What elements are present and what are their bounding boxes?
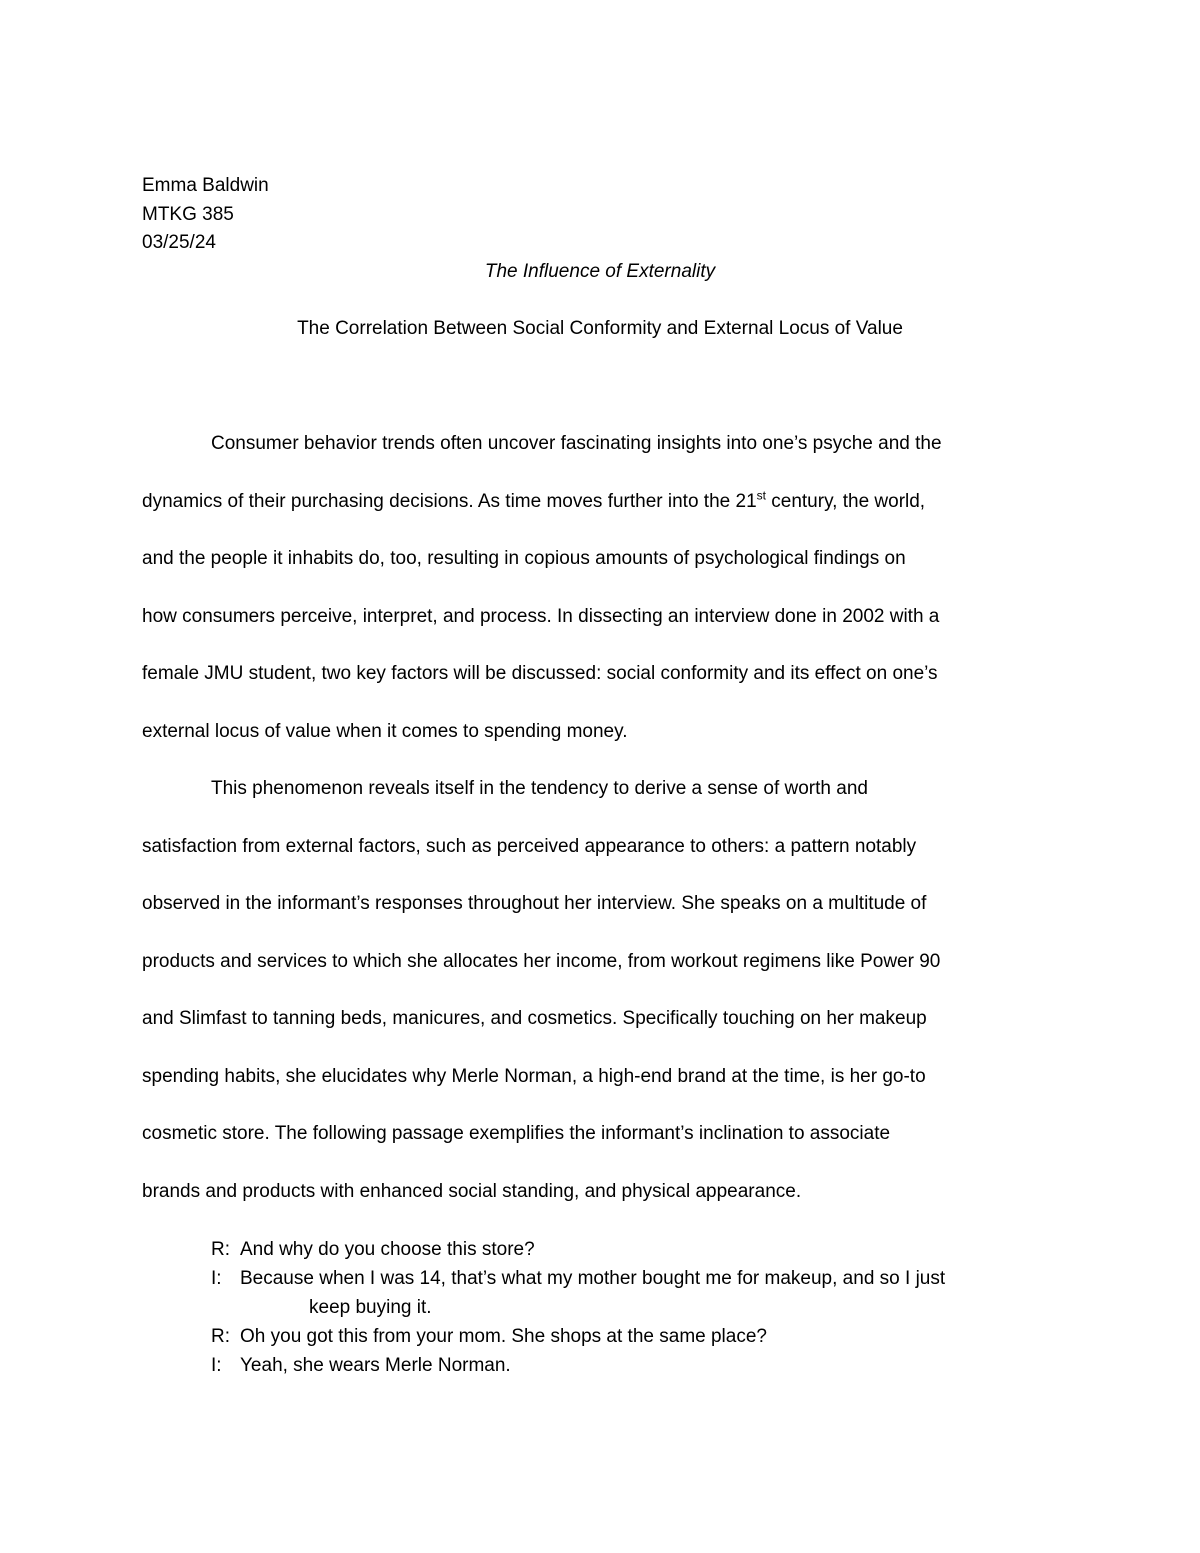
interview-excerpt: [211, 1235, 945, 1380]
paragraph-1-line-2-text: dynamics of their purchasing decisions. As time moves further into the 21: [142, 491, 757, 512]
paragraph-1-line-6: external locus of value when it comes to spending money.: [142, 721, 628, 742]
dialogue-line: [211, 1264, 945, 1293]
course-code: MTKG 385: [142, 203, 234, 225]
paragraph-1-line-3: and the people it inhabits do, too, resulting in copious amounts of psychological findings on: [142, 548, 906, 569]
dialogue-text: Because when I was 14, that’s what my mother bought me for makeup, and so I just: [240, 1268, 946, 1289]
paragraph-1-line-4: how consumers perceive, interpret, and process. In dissecting an interview done in 2002 with a: [142, 606, 940, 627]
speaker-label: I:: [211, 1355, 222, 1376]
ordinal-superscript: st: [756, 488, 766, 503]
dialogue-text: Yeah, she wears Merle Norman.: [240, 1355, 511, 1376]
dialogue-text: Oh you got this from your mom. She shops at the same place?: [240, 1326, 767, 1347]
paragraph-1-line-5: female JMU student, two key factors will be discussed: social conformity and its effect on one’s: [142, 663, 938, 684]
speaker-label: R:: [211, 1239, 230, 1260]
paragraph-2-line-5: and Slimfast to tanning beds, manicures, and cosmetics. Specifically touching on her makeup: [142, 1008, 927, 1029]
dialogue-line: [211, 1351, 945, 1380]
dialogue-text: And why do you choose this store?: [240, 1239, 535, 1260]
document-date: 03/25/24: [142, 232, 216, 253]
document-header: [142, 172, 269, 258]
dialogue-line: [211, 1322, 945, 1351]
speaker-label: R:: [211, 1326, 230, 1347]
speaker-label: I:: [211, 1268, 222, 1289]
dialogue-line: [211, 1235, 945, 1264]
paragraph-2-line-8: brands and products with enhanced social standing, and physical appearance.: [142, 1181, 802, 1202]
paragraph-1-line-2-text-end: century, the world,: [765, 491, 926, 512]
document-title: The Influence of Externality: [484, 261, 716, 282]
document-subtitle: The Correlation Between Social Conformity and External Locus of Value: [297, 318, 903, 339]
author-name: Emma Baldwin: [142, 175, 269, 196]
paragraph-1-line-2: [142, 488, 925, 516]
paragraph-2-line-7: cosmetic store. The following passage exemplifies the informant’s inclination to associate: [142, 1123, 891, 1144]
paragraph-1-line-1: Consumer behavior trends often uncover fascinating insights into one’s psyche and the: [211, 433, 942, 454]
dialogue-continuation: keep buying it.: [309, 1297, 432, 1318]
paragraph-2-line-3: observed in the informant’s responses throughout her interview. She speaks on a multitude of: [142, 893, 927, 914]
paragraph-2-line-2: satisfaction from external factors, such as perceived appearance to others: a pattern notably: [142, 836, 917, 857]
paragraph-2-line-6: spending habits, she elucidates why Merle Norman, a high-end brand at the time, is her go-to: [142, 1066, 926, 1087]
paragraph-2-line-4: products and services to which she allocates her income, from workout regimens like Power 90: [142, 951, 941, 972]
paragraph-2-line-1: This phenomenon reveals itself in the tendency to derive a sense of worth and: [211, 778, 868, 799]
